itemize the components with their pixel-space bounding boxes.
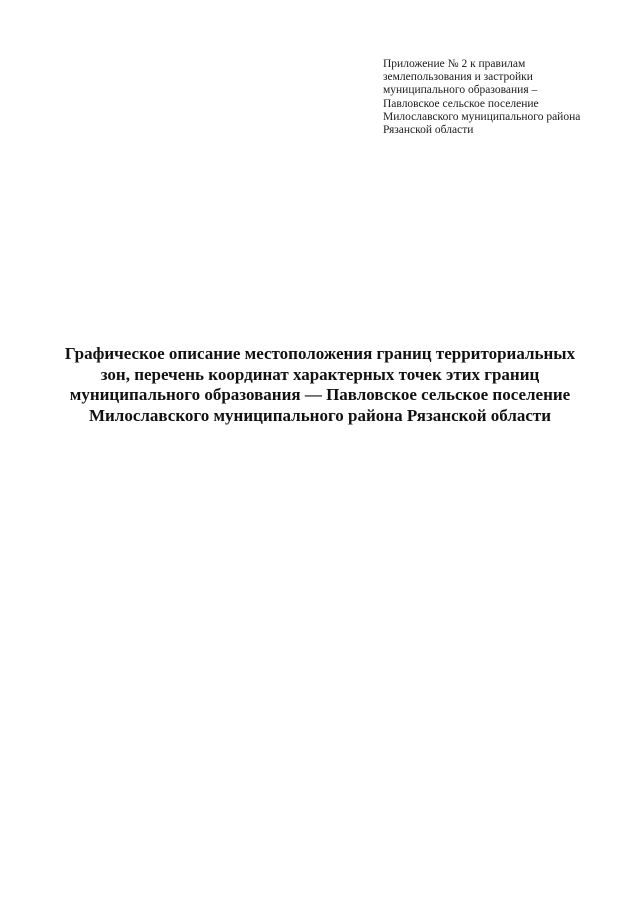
document-title-line: зон, перечень координат характерных точек этих границ xyxy=(100,364,540,384)
appendix-note-line: Милославского муниципального района xyxy=(383,110,581,123)
appendix-note-line: Рязанской области xyxy=(383,124,474,137)
document-title-line: муниципального образования — Павловское сельское поселение xyxy=(69,385,571,404)
appendix-note-line: Павловское сельское поселение xyxy=(383,97,539,110)
appendix-note-line: Приложение № 2 к правилам xyxy=(383,58,526,70)
document-title-line: Милославского муниципального района Рязанской области xyxy=(88,405,552,425)
document-title xyxy=(40,344,600,426)
document-title-line: Графическое описание местоположения границ территориальных xyxy=(64,344,576,363)
appendix-note-line: землепользования и застройки xyxy=(383,71,533,84)
appendix-note-line: муниципального образования – xyxy=(383,84,538,97)
appendix-note xyxy=(383,58,623,137)
